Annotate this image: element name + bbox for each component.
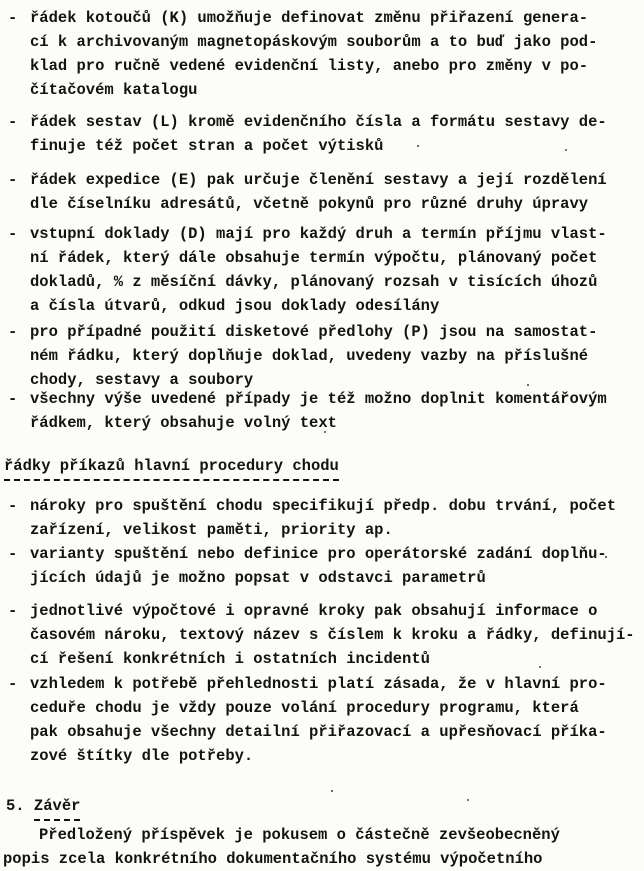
- bullet-line: časovém nároku, textový název s číslem k kroku a řádky, definují-: [30, 626, 635, 644]
- bullet-line: chody, sestavy a soubory: [30, 371, 254, 389]
- bullet-item: [8, 494, 640, 542]
- bullet-line: řádek expedice (E) pak určuje členění sestavy a její rozdělení: [30, 171, 607, 189]
- bullet-line: ceduře chodu je vždy pouze volání procedury programu, která: [30, 699, 579, 717]
- section-heading-text: řádky příkazů hlavní procedury chodu: [4, 455, 339, 481]
- bullet-marker: -: [8, 323, 18, 341]
- conclusion-heading: [6, 795, 640, 821]
- bullet-line: vzhledem k potřebě přehlednosti platí zásada, že v hlavní pro-: [30, 675, 607, 693]
- bullet-line: řádek kotoučů (K) umožňuje definovat změnu přiřazení genera-: [30, 9, 589, 27]
- paragraph-line: popis zcela konkrétního dokumentačního systému výpočetního: [3, 850, 543, 868]
- bullet-marker: -: [8, 497, 18, 515]
- bullet-line: čítačovém katalogu: [30, 81, 198, 99]
- bullet-marker: -: [8, 113, 18, 131]
- bullet-item: [8, 168, 640, 216]
- bullet-item: [8, 6, 640, 102]
- bullet-item: [8, 387, 640, 435]
- bullet-line: cí řešení konkrétních i ostatních incidentů: [30, 650, 430, 668]
- bullet-line: dle číselníku adresátů, včetně pokynů pro různé druhy úpravy: [30, 195, 589, 213]
- bullet-line: jednotlivé výpočtové i opravné kroky pak obsahují informace o: [30, 602, 598, 620]
- paragraph-line: Předložený příspěvek je pokusem o částečně zevšeobecněný: [39, 826, 560, 844]
- conclusion-title: Závěr: [34, 795, 81, 821]
- bullet-item: [8, 542, 640, 590]
- bullet-line: pro případné použití disketové předlohy (P) jsou na samostat-: [30, 323, 598, 341]
- closing-paragraph: [3, 823, 640, 871]
- bullet-marker: -: [8, 225, 18, 243]
- bullet-marker: -: [8, 390, 18, 408]
- bullet-line: cí k archivovaným magnetopáskovým souborům a to buď jako pod-: [30, 33, 598, 51]
- bullet-item: [8, 222, 640, 318]
- bullet-item: [8, 320, 640, 392]
- section-heading: [4, 455, 640, 481]
- bullet-line: klad pro ručně vedené evidenční listy, anebo pro změny v po-: [30, 57, 589, 75]
- bullet-marker: -: [8, 675, 18, 693]
- bullet-item: [8, 672, 640, 768]
- bullet-line: varianty spuštění nebo definice pro operátorské zadání doplňu-: [30, 545, 607, 563]
- bullet-line: řádek sestav (L) kromě evidenčního čísla a formátu sestavy de-: [30, 113, 607, 131]
- conclusion-number: 5.: [6, 797, 25, 815]
- bullet-line: zařízení, velikost paměti, priority ap.: [30, 521, 393, 539]
- bullet-line: finuje též počet stran a počet výtisků: [30, 137, 384, 155]
- bullet-line: řádkem, který obsahuje volný text: [30, 414, 337, 432]
- bullet-line: a čísla útvarů, odkud jsou doklady odesílány: [30, 297, 440, 315]
- bullet-line: ní řádek, který dále obsahuje termín výpočtu, plánovaný počet: [30, 249, 598, 267]
- bullet-item: [8, 110, 640, 158]
- bullet-marker: -: [8, 602, 18, 620]
- bullet-line: zové štítky dle potřeby.: [30, 747, 254, 765]
- bullet-line: všechny výše uvedené případy je též možno doplnit komentářovým: [30, 390, 607, 408]
- bullet-line: vstupní doklady (D) mají pro každý druh a termín příjmu vlast-: [30, 225, 607, 243]
- bullet-marker: -: [8, 171, 18, 189]
- bullet-line: dokladů, % z měsíční dávky, plánovaný rozsah v tisících úhozů: [30, 273, 598, 291]
- bullet-line: ném řádku, který doplňuje doklad, uvedeny vazby na příslušné: [30, 347, 589, 365]
- bullet-marker: -: [8, 9, 18, 27]
- bullet-line: pak obsahuje všechny detailní přiřazovací a upřesňovací příka-: [30, 723, 607, 741]
- bullet-marker: -: [8, 545, 18, 563]
- bullet-line: nároky pro spuštění chodu specifikují předp. dobu trvání, počet: [30, 497, 616, 515]
- bullet-line: jících údajů je možno popsat v odstavci parametrů: [30, 569, 486, 587]
- bullet-item: [8, 599, 640, 671]
